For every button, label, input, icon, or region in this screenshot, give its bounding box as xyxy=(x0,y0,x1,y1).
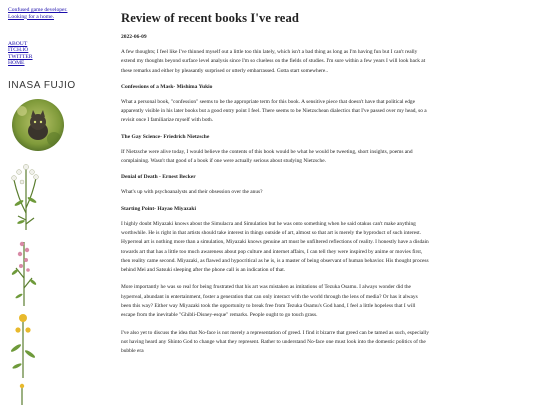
section-body: If Nietzsche were alive today, I would believe the contents of this book would be what he would be tweeting, short insights, poems and complaining. Wasn't that good of a book if one were actually serious about studying Nietzsche. xyxy=(121,148,413,165)
section-heading: The Gay Science- Friedrich Nietzsche xyxy=(121,133,210,140)
section-body: What's up with psychoanalysts and their obsession over the anus? xyxy=(121,189,263,196)
nav-link-itchio[interactable]: ITCH.IO xyxy=(8,47,29,54)
section-body: I've also yet to discuss the idea that No-face is not merely a representation of greed. I find it bizarre that greed can be tamed as such, especially not having heard any Shinto God to change what they represent. Rather to understand No-face one must look into the domestic politics of the bubble era xyxy=(121,329,429,355)
section-heading: Starting Point- Hayao Miyazaki xyxy=(121,205,197,212)
section-heading: Denial of Death - Ernest Becker xyxy=(121,174,196,181)
cat-avatar-icon xyxy=(12,99,64,151)
flower-illustration-icon xyxy=(8,158,68,410)
author-name: INASA FUJIO xyxy=(8,80,76,92)
tagline-line-2[interactable]: Looking for a home. xyxy=(8,13,54,20)
site-nav xyxy=(8,41,88,66)
section-body: What a personal book, "confession" seems to be the appropriate term for this book. A sensitive piece that doesn't have that political edge apparently visible in his later books but a good entry point I feel. There seems to be Nietzschean dialectics that I've passed over my head, so a revisit once I familiarize myself with both. xyxy=(121,98,427,124)
section-body: More importantly he was so real for being frustrated that his art was mistaken as imitations of Tezuka Osamu. I always wonder did the hyperreal, abundant in entertainment, foster a generation that can only interact with the world through the lens of media? Or has it always been this way? Either way Miyazaki took the opportunity to break free from Tezuka Osamu's God hand, I feel a little hopeless that I will escape from the inevitable "Ghibli-Disney-esque" remarks. People ought to go touch grass. xyxy=(121,284,418,319)
post-content xyxy=(121,11,429,357)
post-title: Review of recent books I've read xyxy=(121,11,299,25)
section-heading: Confessions of a Mask- Mishima Yukio xyxy=(121,83,213,90)
sidebar xyxy=(8,7,88,151)
section-body: I highly doubt Miyazaki knows about the Simulacra and Simulation but he was onto something when he said otakus can't make anything worthwhile. He is right in that artists should take interest in things outside of art, almost so that art is merely the byproduct of such interest. Hyperreal art is nothing more than a simulation, Miyazaki knows genuine art must be unfiltered reflections of reality. I honestly have a disdain towards art that has a little too much awareness about pop culture and internet affairs, I can tell they were inspired by anime or movies first, then reality came second. Miyazaki, as flawed and hypocritical as he is, is a master of being observant of human behavior. His thought process behind Mei and Satsuki sleeping after the phone call is an indication of that. xyxy=(121,220,429,274)
tagline-line-1[interactable]: Confused game developer. xyxy=(8,7,68,13)
nav-link-twitter[interactable]: TWITTER xyxy=(8,53,33,60)
nav-link-home[interactable]: HOME xyxy=(8,60,25,67)
post-date: 2022-06-09 xyxy=(121,34,147,40)
site-tagline[interactable] xyxy=(8,7,88,20)
post-intro: A few thoughts; I feel like I've thinned myself out a little too thin lately, which isn't a bad thing as long as I'm having fun but I can't really extend my thoughts beyond surface level analysis since I'm so clueless on the fields of studies. I'm sure within a few years I will look back at these remarks and either by pleasantly surprised or utterly embarrassed. Gotta start somewhere.. xyxy=(121,49,426,74)
nav-link-about[interactable]: ABOUT xyxy=(8,41,28,48)
